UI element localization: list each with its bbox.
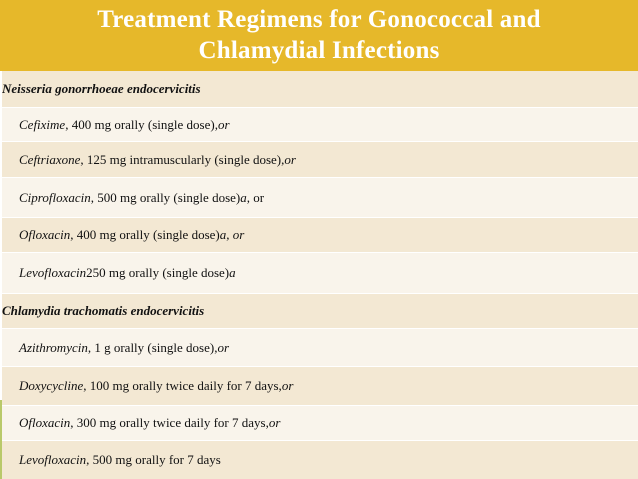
- section-heading-label: Neisseria gonorrhoeae endocervicitis: [2, 81, 201, 96]
- table-row: [0, 142, 638, 177]
- dose-text: , 100 mg orally twice daily for 7 days,: [83, 378, 282, 393]
- dose-text: , 300 mg orally twice daily for 7 days,: [70, 415, 269, 430]
- section-heading-gonorrhoeae: [0, 71, 638, 107]
- drug-name: Ofloxacin: [19, 227, 71, 242]
- footnote-marker: a: [219, 227, 227, 242]
- conjunction: or: [217, 339, 230, 355]
- dose-text: , 125 mg intramuscularly (single dose),: [80, 151, 285, 167]
- conjunction: , or: [246, 189, 265, 205]
- drug-name: Levofloxacin: [19, 265, 87, 280]
- table-row: [0, 108, 638, 141]
- dose-text: , 400 mg orally (single dose): [70, 227, 220, 242]
- dose-text: , 1 g orally (single dose),: [87, 339, 218, 355]
- title-line-2: Chlamydial Infections: [198, 37, 440, 64]
- drug-name: Ofloxacin: [19, 415, 71, 430]
- section-heading-chlamydia: [0, 294, 638, 328]
- table-row: [0, 218, 638, 252]
- drug-name: Ceftriaxone: [19, 151, 81, 167]
- conjunction: or: [284, 151, 296, 167]
- drug-name: Doxycycline: [19, 378, 84, 393]
- title-line-1: Treatment Regimens for Gonococcal and: [97, 6, 541, 33]
- drug-name: Levofloxacin: [19, 452, 87, 467]
- table-row: [0, 406, 638, 440]
- drug-name: Azithromycin: [19, 339, 88, 355]
- table-row: [0, 253, 638, 293]
- section-heading-label: Chlamydia trachomatis endocervicitis: [2, 303, 205, 318]
- footnote-marker: a: [229, 265, 236, 280]
- conjunction: or: [217, 116, 230, 132]
- table-row: [0, 367, 638, 405]
- dose-text: 250 mg orally (single dose): [86, 265, 230, 280]
- table-row: [0, 441, 638, 479]
- dose-text: , 500 mg orally (single dose): [90, 189, 241, 205]
- drug-name: Cefixime: [19, 116, 66, 132]
- footnote-marker: a: [240, 189, 247, 205]
- dose-text: , 500 mg orally for 7 days: [86, 452, 221, 467]
- dose-text: , 400 mg orally (single dose),: [65, 116, 218, 132]
- slide-title: [0, 0, 638, 71]
- regimen-table: [0, 71, 638, 479]
- drug-name: Ciprofloxacin: [19, 189, 91, 205]
- conjunction: or: [268, 415, 281, 430]
- table-row: [0, 329, 638, 366]
- table-row: [0, 178, 638, 217]
- conjunction: , or: [226, 227, 245, 242]
- left-edge-accent: [0, 400, 2, 479]
- conjunction: or: [281, 378, 294, 393]
